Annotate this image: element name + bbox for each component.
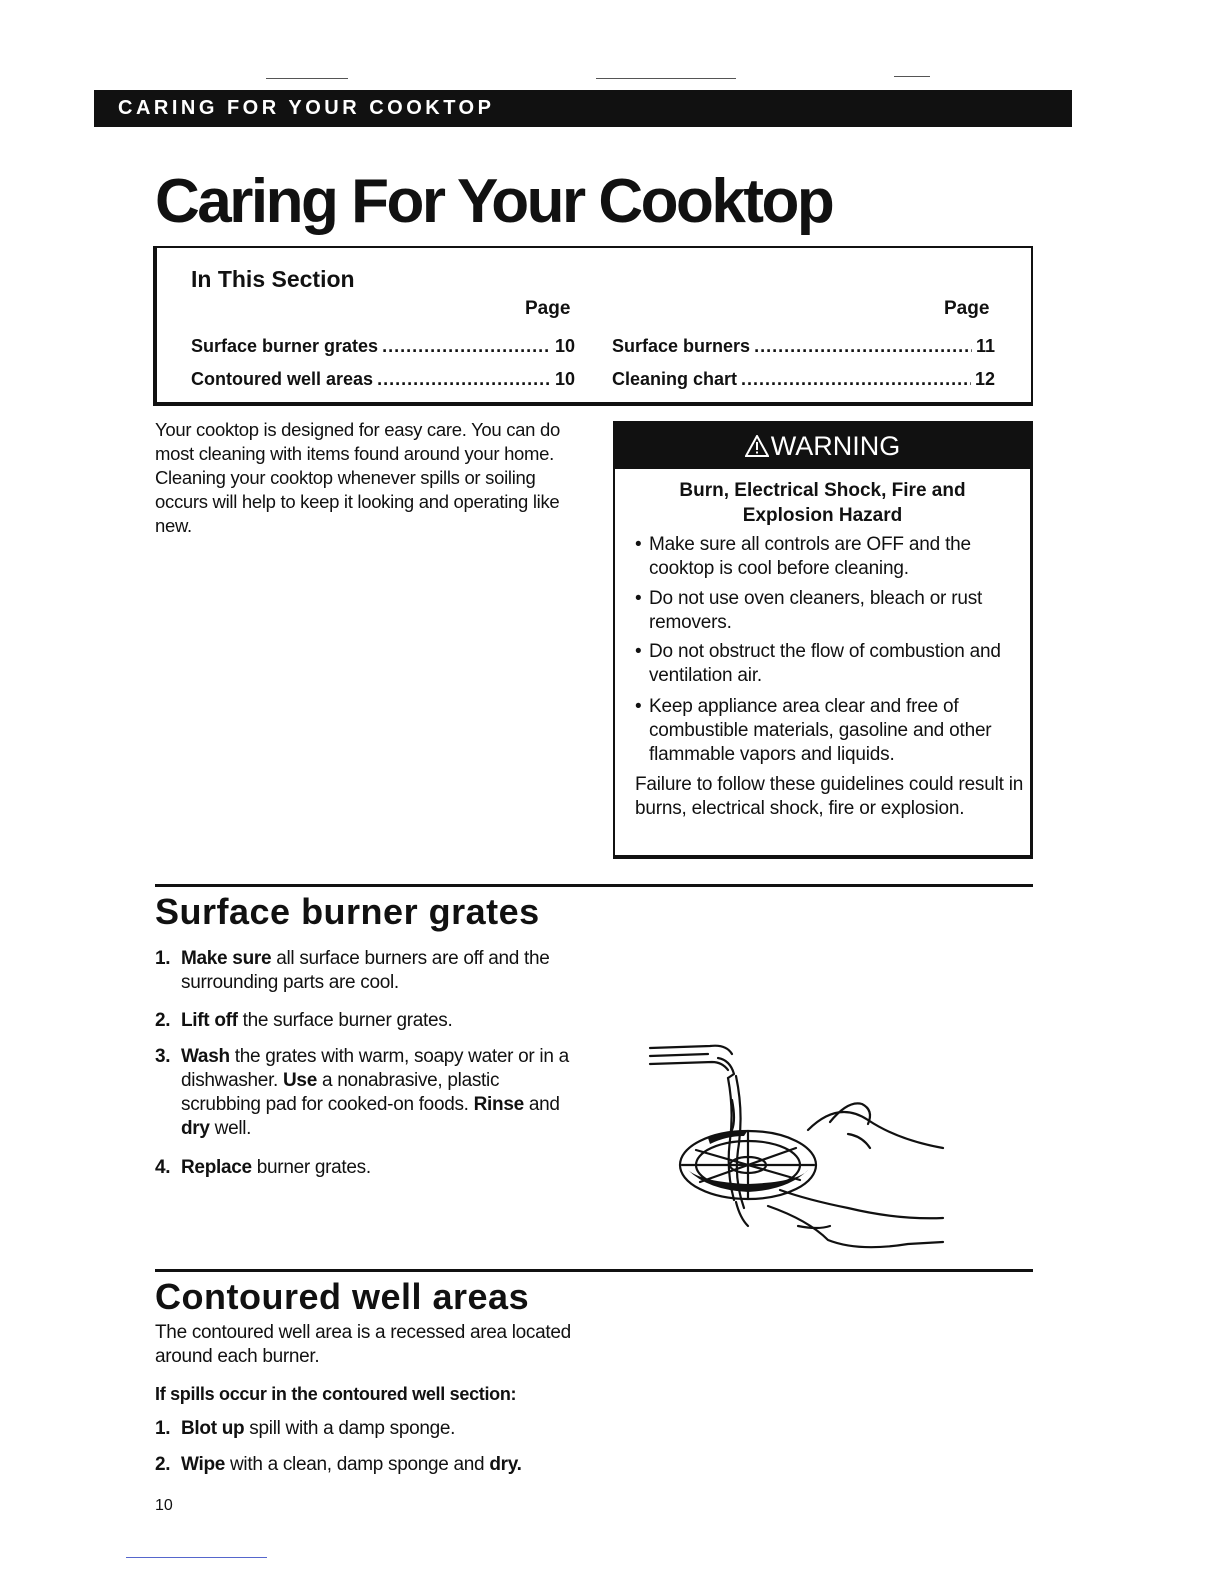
toc-entry-page: 11 (975, 336, 995, 356)
toc-entry-cleaning-chart[interactable] (612, 369, 995, 390)
contoured-description: The contoured well area is a recessed area located around each burner. (155, 1322, 571, 1367)
warning-item (635, 587, 1025, 635)
section-banner: CARING FOR YOUR COOKTOP (94, 90, 1072, 127)
toc-page-label-right: Page (944, 298, 990, 319)
step-text: the grates with warm, soapy water or in a dishwasher. (181, 1046, 569, 1091)
scan-line (126, 1557, 267, 1558)
step-bold: Wash (181, 1046, 230, 1067)
toc-entry-page: 10 (554, 369, 575, 389)
step-bold: Wipe (181, 1454, 226, 1475)
bullet-icon: • (635, 696, 642, 717)
toc-entry-label: Surface burners (612, 336, 751, 356)
warning-item (635, 695, 1025, 767)
step-number: 2. (155, 1010, 171, 1031)
warning-item-text: Do not obstruct the flow of combustion and ventilation air. (649, 641, 1001, 686)
scan-line (894, 76, 930, 77)
step-number: 4. (155, 1157, 171, 1178)
toc-entry-contoured-well-areas[interactable] (191, 369, 575, 390)
warning-item-text: Do not use oven cleaners, bleach or rust removers. (649, 588, 983, 633)
toc-dots (754, 336, 972, 357)
warning-title-line: Burn, Electrical Shock, Fire and (679, 480, 966, 501)
grates-step-3 (155, 1045, 575, 1141)
toc-entry-label: Surface burner grates (191, 336, 379, 356)
warning-box (613, 421, 1033, 859)
toc-entry-label: Cleaning chart (612, 369, 738, 389)
warning-label: WARNING (770, 431, 901, 461)
toc-entry-surface-burners[interactable] (612, 336, 995, 357)
section-divider (155, 884, 1033, 887)
step-number: 3. (155, 1046, 171, 1067)
scan-line (596, 78, 736, 79)
contoured-step-2 (155, 1453, 585, 1477)
section-title-grates: Surface burner grates (155, 891, 540, 932)
grate-washing-illustration (648, 1030, 948, 1260)
bullet-icon: • (635, 588, 642, 609)
toc-dots (741, 369, 971, 390)
warning-header (615, 423, 1030, 469)
step-number: 2. (155, 1454, 171, 1475)
bullet-icon: • (635, 534, 642, 555)
step-text: and (523, 1094, 560, 1115)
page-title: Caring For Your Cooktop (155, 167, 833, 236)
grates-step-4 (155, 1156, 585, 1180)
step-text: burner grates. (251, 1157, 371, 1178)
step-number: 1. (155, 948, 171, 969)
step-bold: Rinse (473, 1094, 524, 1115)
toc-page-label-left: Page (525, 298, 571, 319)
step-bold: Blot up (181, 1418, 245, 1439)
warning-title (615, 478, 1030, 528)
section-divider (155, 1269, 1033, 1272)
page-number: 10 (155, 1497, 173, 1514)
warning-triangle-icon (745, 435, 769, 457)
step-bold: Lift off (181, 1010, 238, 1031)
step-number: 1. (155, 1418, 171, 1439)
toc-entry-surface-burner-grates[interactable] (191, 336, 575, 357)
contoured-subheading: If spills occur in the contoured well section: (155, 1384, 517, 1404)
step-text: the surface burner grates. (237, 1010, 453, 1031)
step-bold: Use (283, 1070, 317, 1091)
step-bold: dry (181, 1118, 210, 1139)
contoured-step-1 (155, 1417, 585, 1441)
scan-line (266, 78, 348, 79)
step-text: with a clean, damp sponge and (225, 1454, 490, 1475)
toc-dots (382, 336, 551, 357)
toc-dots (377, 369, 551, 390)
intro-paragraph: Your cooktop is designed for easy care. You can do most cleaning with items found around your home. Cleaning your cooktop whenever spills or soiling occurs will help to keep it looking and operating like new. (155, 419, 560, 536)
grates-step-2 (155, 1009, 585, 1033)
grates-step-1 (155, 947, 585, 995)
warning-item (635, 640, 1025, 688)
warning-footer: Failure to follow these guidelines could result in burns, electrical shock, fire or explosion. (635, 774, 1024, 819)
step-bold: Replace (181, 1157, 252, 1178)
toc-box (153, 246, 1033, 406)
section-title-contoured: Contoured well areas (155, 1276, 530, 1317)
step-text: well. (209, 1118, 252, 1139)
step-bold: Make sure (181, 948, 272, 969)
toc-entry-page: 12 (974, 369, 995, 389)
step-text: a nonabrasive, plastic scrubbing pad for cooked-on foods. (181, 1070, 500, 1115)
step-bold: dry. (489, 1454, 522, 1475)
toc-entry-label: Contoured well areas (191, 369, 374, 389)
step-text: spill with a damp sponge. (244, 1418, 456, 1439)
warning-title-line: Explosion Hazard (742, 505, 903, 526)
warning-item-text: Keep appliance area clear and free of combustible materials, gasoline and other flammable vapors and liquids. (649, 696, 992, 765)
bullet-icon: • (635, 641, 642, 662)
step-text: all surface burners are off and the surrounding parts are cool. (181, 948, 550, 993)
toc-entry-page: 10 (554, 336, 575, 356)
toc-heading: In This Section (191, 266, 355, 292)
warning-item (635, 533, 1025, 581)
warning-item-text: Make sure all controls are OFF and the cooktop is cool before cleaning. (649, 534, 971, 579)
